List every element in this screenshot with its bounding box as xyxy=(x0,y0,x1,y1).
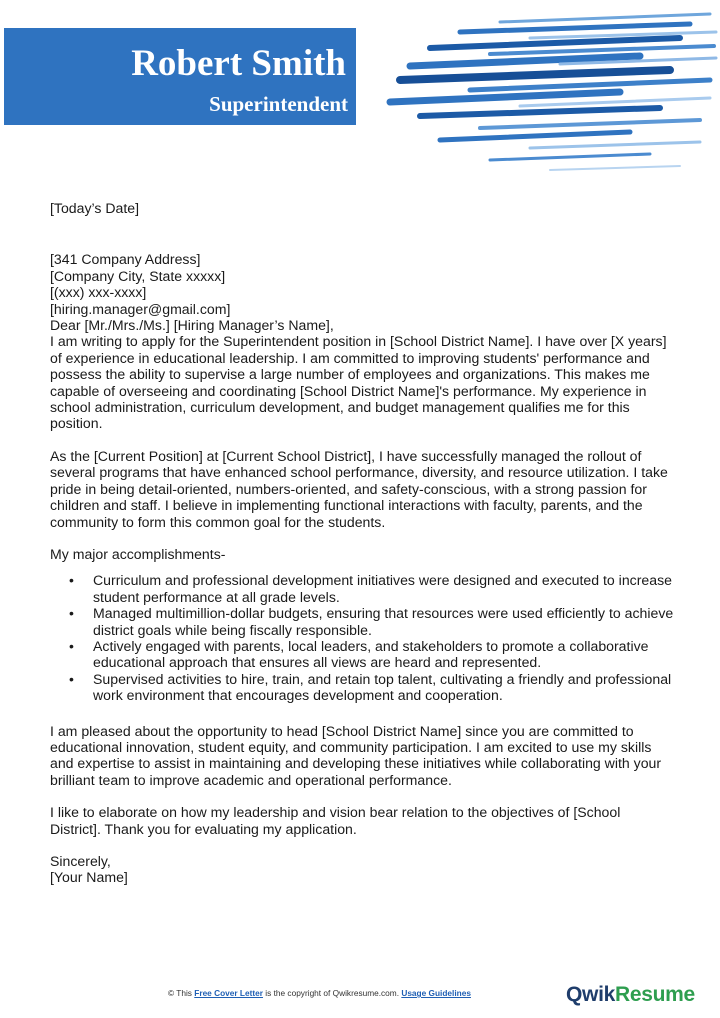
closing-word: Sincerely, xyxy=(50,853,111,869)
copyright-prefix: © This xyxy=(168,988,192,998)
signature-name: [Your Name] xyxy=(50,869,128,886)
copyright-middle: is the copyright of Qwikresume.com. xyxy=(265,988,400,998)
list-item: • Managed multimillion-dollar budgets, ensuring that resources were used efficiently to achieve district goals while being fiscally responsible. xyxy=(93,605,675,638)
accomplishments-list xyxy=(50,572,675,703)
list-item: • Actively engaged with parents, local leaders, and stakeholders to promote a collaborative educational approach that ensures all views are heard and represented. xyxy=(93,638,675,671)
paragraph-introduction: I am writing to apply for the Superintendent position in [School District Name]. I have over [X years] of experience in educational leadership. I am committed to improving students' performance and possess the ability to supervise a large number of employees and organizations. This makes me capable of overseeing and coordinating [School District Name]'s performance. My experience in school administration, curriculum development, and budget management qualifies me for this position. xyxy=(50,333,667,432)
recipient-address xyxy=(50,251,675,317)
accomplishments-heading: My major accomplishments- xyxy=(50,545,226,562)
qwikresume-logo xyxy=(566,983,695,1007)
free-cover-letter-link[interactable]: Free Cover Letter xyxy=(194,988,263,998)
salutation: Dear [Mr./Mrs./Ms.] [Hiring Manager’s Name], xyxy=(50,317,334,334)
paragraph-experience: As the [Current Position] at [Current School District], I have successfully managed the rollout of several programs that have enhanced school performance, diversity, and resource utilization. I take pride in being detail-oriented, numbers-oriented, and safety-conscious, with a strong passion for children and staff. I believe in implementing functional interactions with faculty, parents, and the community to form this common goal for the students. xyxy=(50,447,668,530)
applicant-title: Superintendent xyxy=(209,92,348,116)
list-item: • Curriculum and professional development initiatives were designed and executed to increase student performance at all grade levels. xyxy=(93,572,675,605)
paragraph-closing: I like to elaborate on how my leadership and vision bear relation to the objectives of [School District]. Thank you for evaluating my application. xyxy=(50,804,621,837)
letter-body xyxy=(50,200,675,886)
applicant-name: Robert Smith xyxy=(131,43,346,84)
address-line: [341 Company Address] xyxy=(50,251,201,268)
paragraph-motivation: I am pleased about the opportunity to head [School District Name] since you are committed to educational innovation, student equity, and community participation. I am excited to use my skills and expertise to assist in maintaining and developing these initiatives while collaborating with your brilliant team to improve academic and operational performance. xyxy=(50,722,662,788)
signoff xyxy=(50,853,675,886)
copyright-notice xyxy=(168,988,548,998)
logo-part-qwik: Qwik xyxy=(566,983,615,1006)
list-item: • Supervised activities to hire, train, and retain top talent, cultivating a friendly and professional work environment that encourages development and cooperation. xyxy=(93,671,675,704)
logo-part-resume: Resume xyxy=(614,983,695,1006)
address-line: [(xxx) xxx-xxxx] xyxy=(50,284,147,301)
blue-streaks-graphic xyxy=(380,8,720,178)
address-line: [Company City, State xxxxx] xyxy=(50,267,226,284)
address-line: [hiring.manager@gmail.com] xyxy=(50,300,231,317)
header-banner xyxy=(4,28,356,125)
letter-date: [Today’s Date] xyxy=(50,200,140,216)
usage-guidelines-link[interactable]: Usage Guidelines xyxy=(401,988,471,998)
